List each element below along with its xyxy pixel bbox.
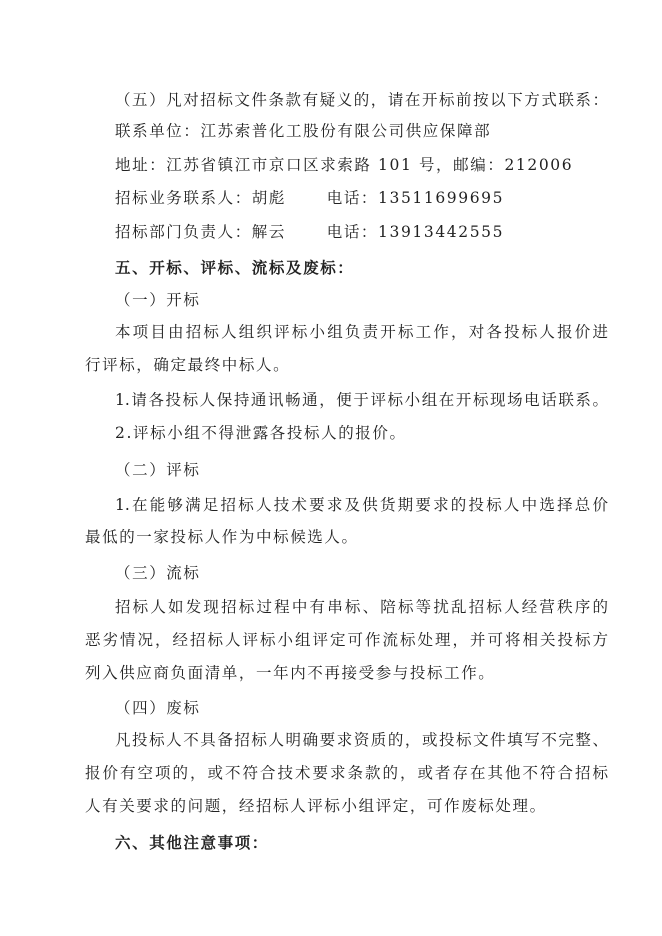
text-line: 招标业务联系人：胡彪 电话：13511699695 — [115, 189, 505, 207]
text-line: （一）开标 — [115, 291, 201, 309]
text-line: 2.评标小组不得泄露各投标人的报价。 — [115, 424, 407, 442]
text-line: 报价有空项的，或不符合技术要求条款的，或者存在其他不符合招标 — [85, 764, 608, 782]
text-line: （五）凡对招标文件条款有疑义的，请在开标前按以下方式联系： — [115, 91, 608, 109]
text-line: 联系单位：江苏索普化工股份有限公司供应保障部 — [115, 122, 492, 140]
text-line: 1.在能够满足招标人技术要求及供货期要求的投标人中选择总价 — [115, 496, 608, 514]
text-line: 1.请各投标人保持通讯畅通，便于评标小组在开标现场电话联系。 — [115, 391, 608, 409]
section-heading: 五、开标、评标、流标及废标： — [115, 258, 355, 277]
text-line: （二）评标 — [115, 461, 201, 479]
text-line: 本项目由招标人组织评标小组负责开标工作，对各投标人报价进 — [115, 323, 608, 341]
text-line: （三）流标 — [115, 564, 201, 582]
text-line: 行评标，确定最终中标人。 — [85, 356, 291, 374]
text-line: 地址：江苏省镇江市京口区求索路 101 号，邮编：212006 — [115, 156, 574, 174]
text-line: 恶劣情况，经招标人评标小组评定可作流标处理，并可将相关投标方 — [85, 631, 608, 649]
section-heading: 六、其他注意事项： — [115, 833, 269, 852]
text-line: 最低的一家投标人作为中标候选人。 — [85, 528, 359, 546]
text-line: 招标人如发现招标过程中有串标、陪标等扰乱招标人经营秩序的 — [115, 598, 608, 616]
text-line: （四）废标 — [115, 699, 201, 717]
text-line: 招标部门负责人：解云 电话：13913442555 — [115, 223, 505, 241]
text-line: 列入供应商负面清单，一年内不再接受参与投标工作。 — [85, 664, 496, 682]
text-line: 凡投标人不具备招标人明确要求资质的，或投标文件填写不完整、 — [115, 731, 608, 749]
text-line: 人有关要求的问题，经招标人评标小组评定，可作废标处理。 — [85, 797, 547, 815]
